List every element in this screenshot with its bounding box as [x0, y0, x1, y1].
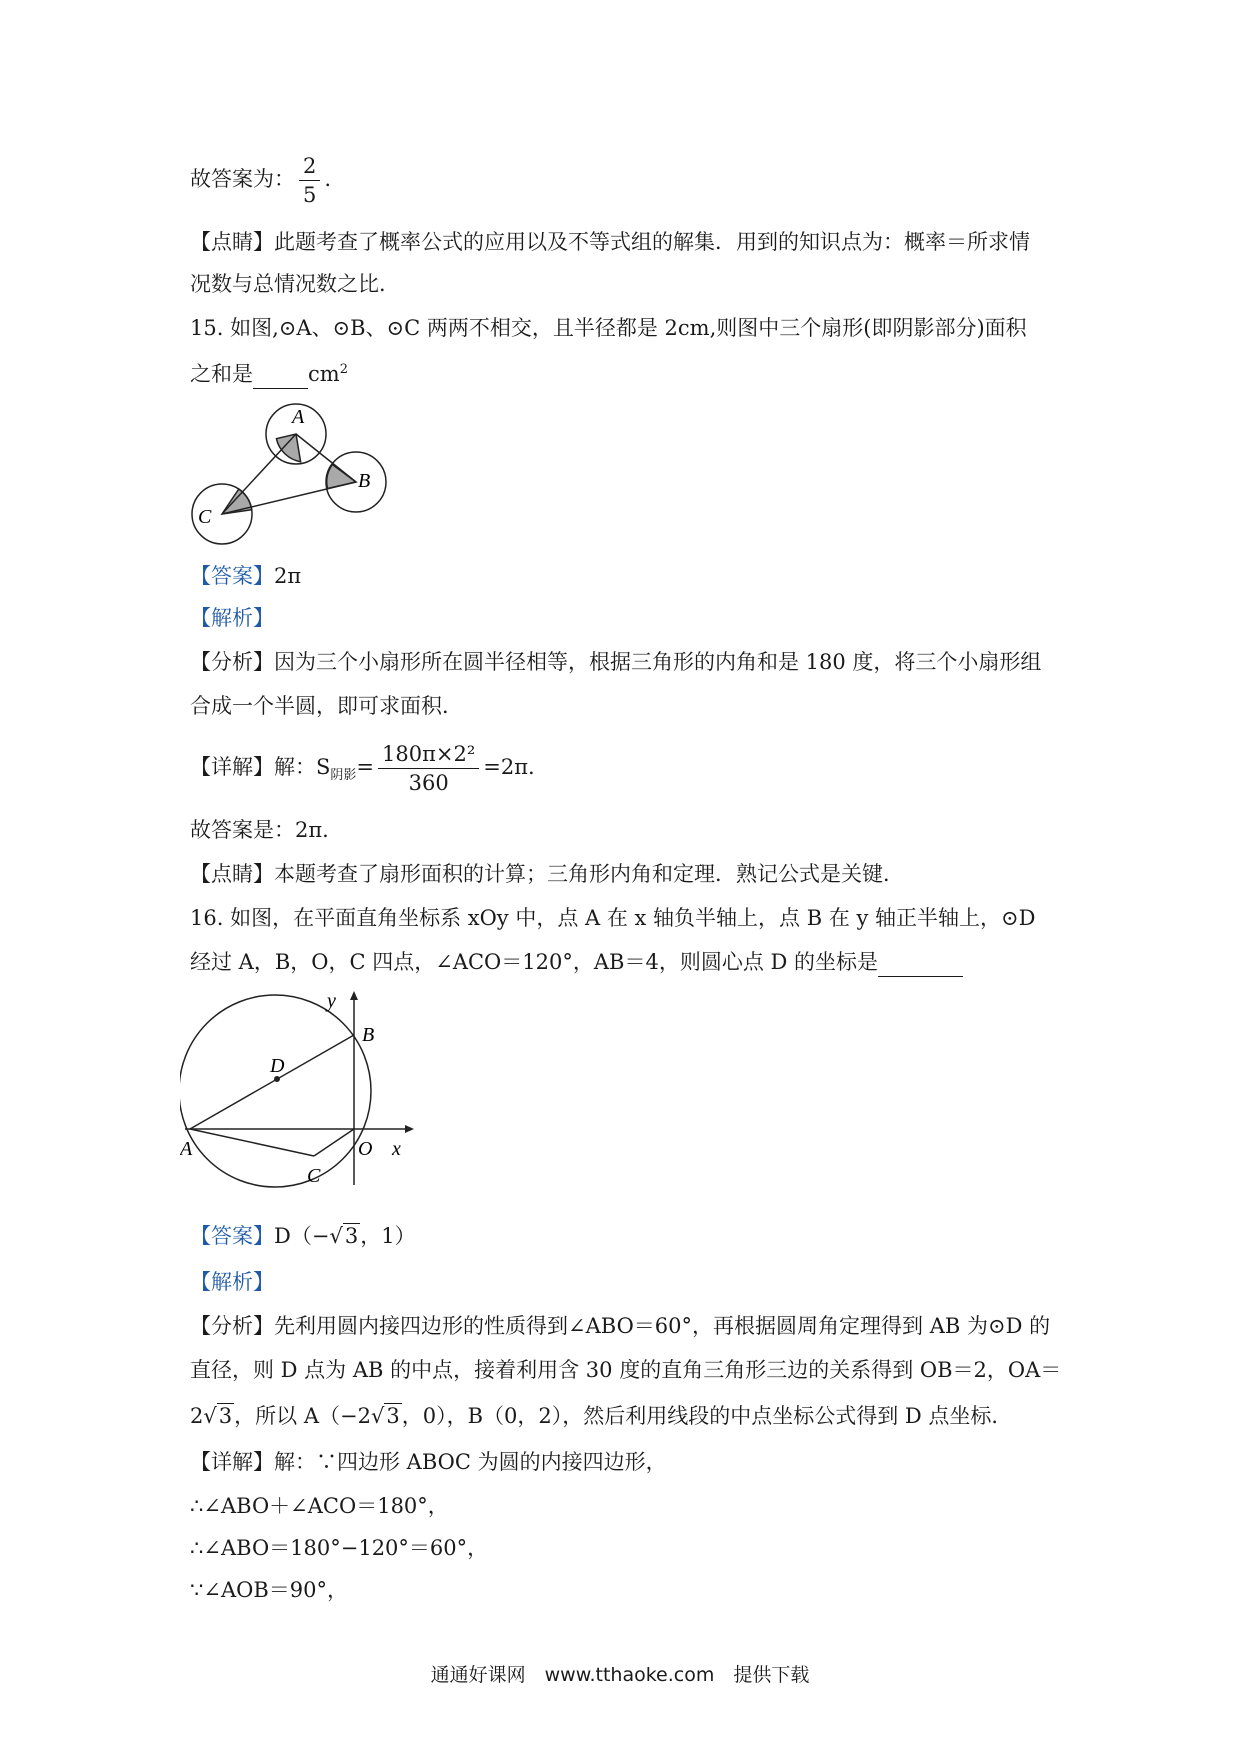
area-fraction: [378, 740, 479, 797]
prev-answer-fraction: [299, 152, 320, 209]
fenxi-tag: 【分析】: [190, 650, 274, 674]
q15-conclusion: 故答案是：2π.: [190, 818, 329, 842]
fraction-numerator: 2: [299, 152, 320, 181]
prev-answer-line: [190, 152, 331, 209]
sqrt-symbol: √3: [203, 1404, 233, 1428]
radicand: 3: [386, 1404, 400, 1428]
answer-blank: [878, 948, 963, 977]
fraction-denominator: 360: [408, 771, 449, 795]
label-x: x: [392, 1138, 401, 1160]
q15-xiangjie-line: [190, 740, 535, 797]
q15-fenxi-line2: 合成一个半圆，即可求面积．: [190, 694, 463, 718]
unit: cm: [308, 362, 340, 386]
prev-answer-prefix: 故答案为：: [190, 167, 295, 191]
page-footer: 通通好课网 www.tthaoke.com 提供下载: [430, 1664, 810, 1686]
shadow-subscript: 阴影: [330, 768, 357, 784]
dianjing-text: 本题考查了扇形面积的计算；三角形内角和定理．熟记公式是关键．: [274, 862, 904, 886]
dianjing1-line1: [190, 228, 1030, 256]
radicand: 3: [344, 1224, 359, 1248]
segment-ac: [190, 1129, 314, 1156]
y-axis-arrow: [350, 991, 358, 1000]
q16-step3: ∵∠AOB＝90°，: [190, 1578, 348, 1602]
x-axis-arrow: [405, 1125, 414, 1133]
q15-answer-line: [190, 562, 301, 590]
fraction-denominator: 5: [303, 183, 317, 207]
q16-line2: [190, 948, 963, 977]
fenxi-text: 先利用圆内接四边形的性质得到∠ABO＝60°，再根据圆周角定理得到 AB 为⊙D 的: [274, 1314, 1051, 1338]
xiangjie-tag: 【详解】: [190, 1450, 274, 1474]
fraction-numerator: 180π×2²: [378, 740, 479, 769]
q16-fenxi-line1: [190, 1312, 1050, 1340]
sqrt-symbol: √3: [329, 1224, 359, 1248]
label-b: B: [358, 470, 371, 492]
fenxi-text: ，所以 A（−2: [234, 1404, 371, 1428]
q16-line2-text: 经过 A，B，O，C 四点，∠ACO＝120°，AB＝4，则圆心点 D 的坐标是: [190, 950, 879, 974]
dianjing-tag: 【点睛】: [190, 862, 274, 886]
q15-line1: 15. 如图,⊙A、⊙B、⊙C 两两不相交，且半径都是 2cm,则图中三个扇形(即阴影部分)面积: [190, 316, 1027, 340]
q16-step1: ∴∠ABO＋∠ACO＝180°，: [190, 1494, 449, 1518]
answer-tag: 【答案】: [190, 1224, 274, 1248]
prev-answer-suffix: .: [324, 167, 332, 191]
q16-step2: ∴∠ABO＝180°−120°＝60°，: [190, 1536, 489, 1560]
q15-jiexi: 【解析】: [190, 606, 274, 630]
label-c: C: [307, 1165, 321, 1187]
unit-superscript: 2: [339, 362, 348, 377]
dianjing1-line2: 况数与总情况数之比．: [190, 272, 400, 296]
xiangjie-text: 解：∵四边形 ABOC 为圆的内接四边形，: [274, 1450, 667, 1474]
xiangjie-tag: 【详解】: [190, 755, 274, 779]
q16-answer-line: [190, 1222, 416, 1250]
fenxi-coef: 2: [190, 1404, 204, 1428]
label-b: B: [362, 1024, 375, 1046]
segment-ab: [190, 1035, 354, 1129]
sector-a: [276, 434, 300, 462]
answer-suffix: ，1）: [360, 1224, 416, 1248]
q16-fenxi-line3: [190, 1402, 1012, 1430]
label-o: O: [358, 1138, 373, 1160]
q15-fenxi-line1: [190, 648, 1041, 676]
fenxi-text: 因为三个小扇形所在圆半径相等，根据三角形的内角和是 180 度，将三个小扇形组: [274, 650, 1042, 674]
side-ab: [296, 434, 356, 482]
q16-xiangjie-line: [190, 1448, 667, 1476]
xiangjie-result: =2π.: [483, 755, 535, 779]
q16-fenxi-line2: 直径，则 D 点为 AB 的中点，接着利用含 30 度的直角三角形三边的关系得到 OB＝2，OA＝: [190, 1358, 1062, 1382]
q16-line1: 16. 如图，在平面直角坐标系 xOy 中，点 A 在 x 轴负半轴上，点 B 在 y 轴正半轴上，⊙D: [190, 906, 1036, 930]
segment-co: [314, 1129, 354, 1156]
label-a: A: [180, 1138, 193, 1160]
fenxi-tag: 【分析】: [190, 1314, 274, 1338]
dianjing-text: 此题考查了概率公式的应用以及不等式组的解集．用到的知识点为：概率＝所求情: [274, 230, 1030, 254]
circle-d: [180, 995, 371, 1187]
q15-dianjing: [190, 860, 904, 888]
q15-figure: [180, 385, 400, 550]
label-y: y: [327, 990, 336, 1012]
label-a: A: [292, 406, 305, 428]
q15-answer: 2π: [274, 564, 302, 588]
equals-sign: =: [356, 755, 375, 779]
q16-jiexi: 【解析】: [190, 1270, 274, 1294]
sqrt-symbol: √3: [370, 1404, 400, 1428]
answer-tag: 【答案】: [190, 564, 274, 588]
radicand: 3: [218, 1404, 233, 1428]
label-c: C: [198, 506, 212, 528]
fenxi-text: ，0），B（0，2），然后利用线段的中点坐标公式得到 D 点坐标．: [401, 1404, 1013, 1428]
dianjing-tag: 【点睛】: [190, 230, 274, 254]
answer-prefix: D（−: [274, 1224, 330, 1248]
side-ca: [222, 434, 296, 514]
q15-line2-text: 之和是: [190, 362, 253, 386]
q16-figure: [180, 985, 420, 1195]
xiangjie-prefix: 解：S: [274, 755, 331, 779]
label-d: D: [270, 1055, 285, 1077]
